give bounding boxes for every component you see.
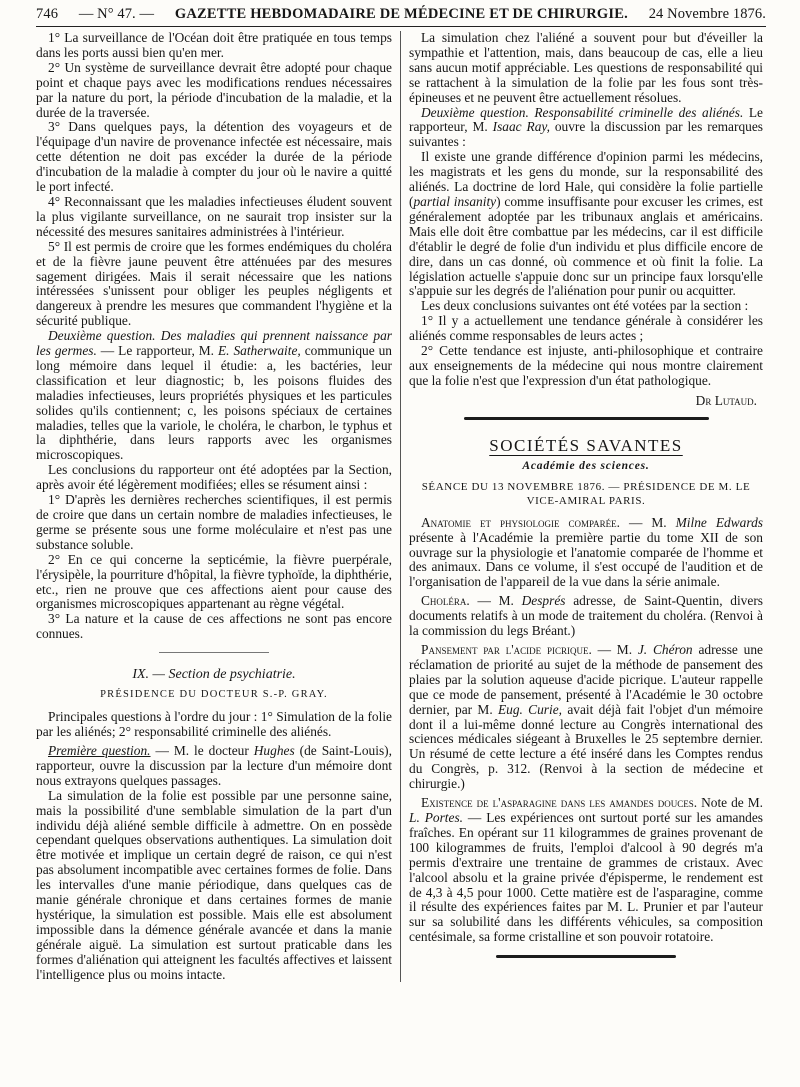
text-run: adresse une réclamation de priorité au sujet de la méthode de pansement des plaies par la solution aqueuse d'acide picrique. L'auteur rappelle que ce mode de pansement, présenté à l'Académie le 30 octobre dernier, par M. [409, 642, 763, 717]
issue-date: 24 Novembre 1876. [648, 6, 766, 22]
page-number: 746 [36, 6, 59, 22]
paragraph: Les deux conclusions suivantes ont été votées par la section : [421, 298, 749, 314]
topic-label: Existence de l'asparagine dans les amandes douces. [421, 795, 698, 811]
question-label: Deuxième question. Responsabilité criminelle des aliénés. [421, 104, 744, 120]
text-run: Le rapporteur, M. [409, 104, 763, 135]
text-run: (de Saint-Louis), rapporteur, ouvre la discussion par la lecture d'un mémoire dont nous extrayons quelques passages. [36, 742, 392, 788]
section-heading: IX. — Section de psychiatrie. [132, 667, 296, 683]
paragraph: 3° La nature et la cause de ces affections ne sont pas encore connues. [36, 611, 392, 642]
running-head [36, 6, 766, 27]
text-run: — M. le docteur [150, 742, 254, 758]
divider [464, 417, 709, 420]
text-run: — Le rapporteur, M. [96, 343, 218, 359]
paragraph-cholera [409, 594, 763, 639]
text-run: communique un long mémoire dans lequel il étudie: a, les bactéries, leur classification et leur diagnostic; b, les poisons fluides des maladies infectieuses, leurs propriétés physiques et les particules solides qu'ils contiennent; c, les poisons spéciaux de certaines maladies, telles que la variole, le choléra, le charbon, le typhus et la diphthérie, dans leurs rapports avec les organismes microscopiques. [36, 343, 392, 463]
text-run: — M. [620, 514, 676, 530]
topic-label: Choléra. [421, 593, 470, 609]
paragraph: Les conclusions du rapporteur ont été adoptées par la Section, après avoir été légèrement modifiées; elles se résument ainsi : [36, 462, 392, 493]
term-italic: partial insanity [413, 193, 497, 209]
text-run: adresse, de Saint-Quentin, divers documents relatifs à un mode de traitement du choléra. (Renvoi à la commission du legs Bréant.) [409, 593, 763, 639]
question-label: Deuxième question. Des maladies qui prennent naissance par les germes. [36, 328, 392, 359]
paragraph-anatomie [409, 516, 763, 591]
paragraph: 1° D'après les dernières recherches scientifiques, il est permis de croire que dans un certain nombre de maladies infectieuses, le germe se présente sous une forme moléculaire et n'est pas une substance soluble. [36, 492, 392, 552]
text-run: — Les expériences ont surtout porté sur les amandes fraîches. En opérant sur 11 kilogrammes de graines provenant de 100 kilogrammes de fruits, l'emploi d'alcool à 90 degrés m'a permis d'extraire une trentaine de grammes de cristaux. Avec l'alcool absolu et la graine privée d'épisperme, le rendement est de 4,3 à 4,5 pour 1000. Cette matière est de l'asparagine, comme il résulte des expériences faites par M. L. Prunier et par l'auteur sur sa solubilité dans les différents véhicules, sa composition centésimale, sa forme cristalline et son pouvoir rotatoire. [409, 809, 763, 945]
paragraph-second-question [409, 106, 763, 151]
paragraph-ray [409, 150, 763, 299]
right-column [400, 31, 763, 982]
text-run: — M. [591, 642, 638, 657]
paragraph: 2° Cette tendance est injuste, anti-philosophique et contraire aux enseignements de la médecine qui nous montre clairement que la folie n'est que l'expression d'un état pathologique. [409, 343, 763, 388]
paragraph: 4° Reconnaissant que les maladies infectieuses éludent souvent la plus vigilante surveillance, on ne saurait trop insister sur la nécessité des mesures sanitaires administrées à l'intérieur. [36, 193, 392, 239]
paragraph-first-question [36, 744, 392, 789]
paragraph: 3° Dans quelques pays, la détention des voyageurs et de l'équipage d'un navire de provenance infectée est nécessaire, mais cette détention ne doit pas excéder la durée de la période d'incubation de la maladie à compter du jour où le navire a quitté le port infecté. [36, 119, 392, 195]
left-column [36, 31, 399, 982]
author-name: E. Satherwaite, [217, 343, 301, 359]
section-title: SOCIÉTÉS SAVANTES [489, 435, 683, 455]
divider [496, 955, 676, 958]
text-run: ouvre la discussion par les remarques suivantes : [409, 119, 763, 150]
paragraph-question-germs [36, 329, 392, 463]
text-run: avait déjà fait l'objet d'un mémoire dont il a lui-même donné lecture au Congrès international des sciences médicales siégeant à Bruxelles le 25 septembre dernier. Un résumé de cette lecture a été inséré dans les Comptes rendus du Congrès, p. 312. (Renvoi à la section de médecine et chirurgie.) [409, 701, 763, 792]
paragraph-pansement [409, 643, 763, 792]
text-run: Il existe une grande différence d'opinion parmi les médecins, les magistrats et les gens du monde, sur la responsabilité des aliénés. La doctrine de lord Hale, qui considère la folie partielle ( [409, 149, 763, 209]
subsection-title: Académie des sciences. [522, 459, 650, 472]
journal-title: GAZETTE HEBDOMADAIRE DE MÉDECINE ET DE CHIRURGIE. [174, 6, 628, 22]
author-name: Hughes [253, 742, 295, 758]
topic-label: Anatomie et physiologie comparée. [421, 514, 620, 530]
paragraph: La simulation de la folie est possible par une personne saine, mais la possibilité d'une semblable simulation de la part d'un individu déjà aliéné semble difficile à admettre. On en possède cependant quelques observations authentiques. La simulation doit être motivée et implique un certain degré de raison, ce qui n'est pas absolument incompatible avec certaines formes de folie. Dans les intervalles d'une manie périodique, dans quelques cas de manie générale chronique et dans certaines formes de manie hystérique, la simulation est possible. Mais elle est absolument impossible dans la démence générale avancée et dans la manie générale aiguë. La simulation est surtout praticable dans les formes d'aliénation qui atteignent les facultés affectives et laissent l'intelligence plus ou moins intacte. [36, 787, 392, 982]
paragraph: 1° La surveillance de l'Océan doit être pratiquée en tous temps dans les ports aussi bien qu'en mer. [36, 30, 392, 60]
author-name: Isaac Ray, [492, 119, 550, 135]
author-name: Milne Edwards [675, 514, 763, 530]
author-name: Després [521, 593, 566, 609]
paragraph: 2° Un système de surveillance devrait être adopté pour chaque point et chaque pays avec les modifications rendues nécessaires par la nature du port, la période d'incubation de la maladie, et la durée de la traversée. [36, 59, 392, 120]
text-run: — M. [469, 593, 522, 609]
author-name: L. Portes. [409, 809, 464, 825]
author-name: Eug. Curie, [497, 701, 563, 717]
divider [159, 652, 269, 653]
text-run: ) comme insuffisante pour excuser les crimes, est généralement adoptée par les tribunaux anglais et américains. Mais elle doit être combattue par les médecins, car il est difficile d'établir le degré de folie d'un individu et plus difficile encore de dire, dans un cas donné, où commence et où finit la folie. La législation actuelle s'appuie donc sur un principe faux lorsqu'elle s'appuie sur les degrés de l'aliénation pour punir ou acquitter. [409, 193, 763, 299]
author-name: J. Chéron [637, 642, 693, 657]
paragraph: 5° Il est permis de croire que les formes endémiques du choléra et de la fièvre jaune peuvent être atténuées par des mesures sagement dirigées. Mais il serait nécessaire que les nations intéressées s'unissent pour obliger les peuples négligents et dangereux à prendre les mesures que commandent l'hygiène et la sécurité publique. [36, 238, 392, 329]
text-run: présente à l'Académie la première partie du tome XII de son ouvrage sur la physiologie et l'anatomie comparée de l'homme et des animaux. Dans ce volume, il s'est occupé de l'audition et de l'organisation de l'appareil de la vue dans la série animale. [409, 529, 763, 590]
paragraph-asparagine [409, 796, 763, 945]
paragraph: 2° En ce qui concerne la septicémie, la fièvre puerpérale, l'érysipèle, la pourriture d'hôpital, la fièvre typhoïde, la diphthérie, etc., rien ne prouve que ces affections aient pour cause des organismes microscopiques appartenant au règne végétal. [36, 551, 392, 612]
topic-label: Pansement par l'acide picrique. [421, 642, 592, 657]
paragraph: La simulation chez l'aliéné a souvent pour but d'éveiller la sympathie et l'attention, mais, dans beaucoup de cas, elle a lieu sans aucun motif appréciable. Les questions de responsabilité qui se rattachent à la simulation de la folie par les fous sont très-épineuses et ne peuvent être actuellement résolues. [409, 30, 763, 105]
question-label: Première question. [48, 742, 151, 758]
columns [36, 31, 766, 982]
issue-number: — N° 47. — [78, 6, 155, 22]
session-line: SÉANCE DU 13 NOVEMBRE 1876. — PRÉSIDENCE DE M. LE VICE-AMIRAL PARIS. [421, 480, 751, 507]
presidence-line: PRÉSIDENCE DU DOCTEUR S.-P. GRAY. [100, 689, 328, 701]
paragraph: 1° Il y a actuellement une tendance générale à considérer les aliénés comme responsables de leurs actes ; [409, 313, 763, 344]
paragraph: Principales questions à l'ordre du jour : 1° Simulation de la folie par les aliénés; 2° responsabilité criminelle des aliénés. [36, 709, 392, 740]
signature: Dr Lutaud. [695, 392, 757, 408]
text-run: Note de M. [697, 795, 763, 811]
